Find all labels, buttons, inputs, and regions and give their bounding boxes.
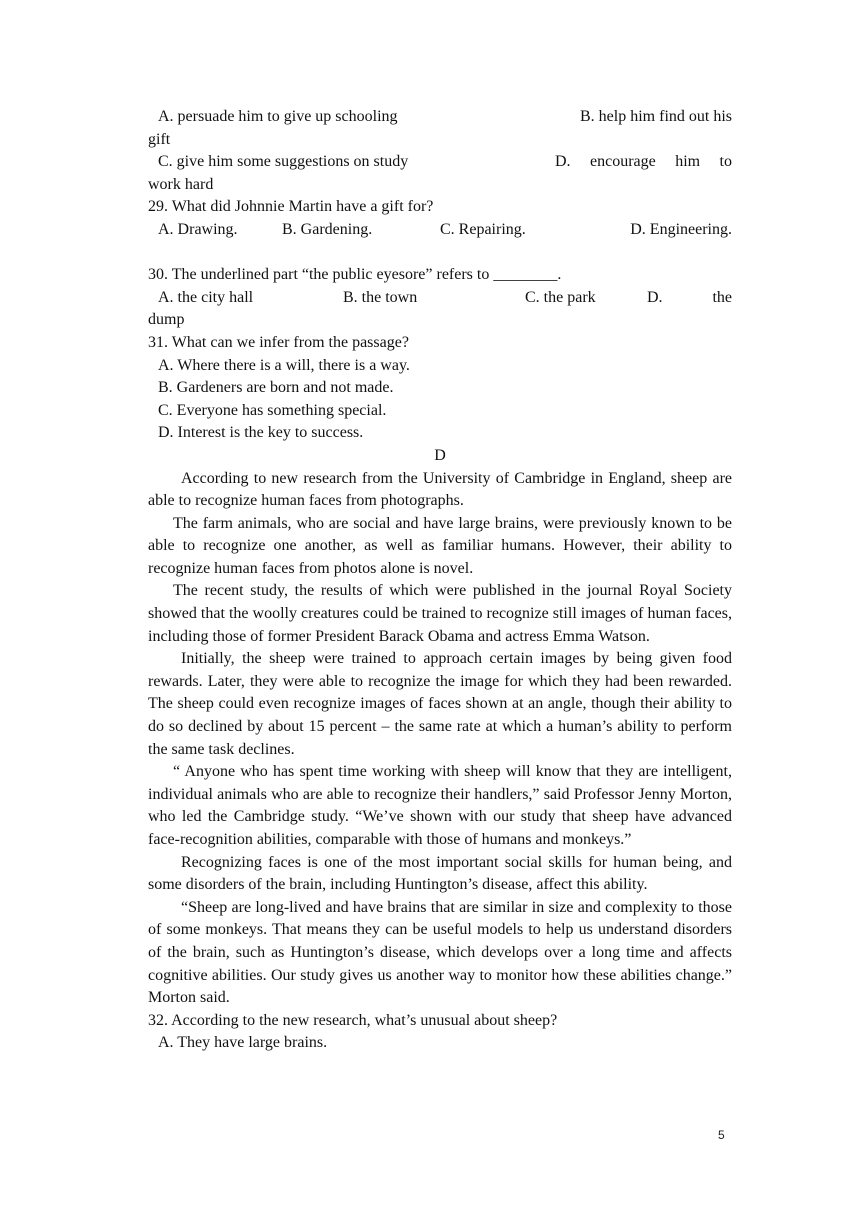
q29-option-c: C. Repairing.: [440, 220, 526, 238]
q31-option-c: C. Everyone has something special.: [158, 401, 387, 419]
q28-option-d-w1: D.: [555, 153, 571, 171]
q30-option-d-w2: the: [712, 288, 732, 306]
q30-option-c: C. the park: [525, 288, 596, 306]
page-content: [148, 106, 732, 1055]
q28-option-d-w3: him: [675, 153, 701, 171]
q31-option-d: D. Interest is the key to success.: [158, 424, 364, 442]
q30-option-d: [647, 287, 732, 310]
q29-stem: 29. What did Johnnie Martin have a gift for?: [148, 198, 434, 216]
q31-option-a: A. Where there is a will, there is a way.: [158, 356, 410, 374]
q28-option-b: B. help him find out his: [580, 108, 732, 125]
q28-options-row-2: [148, 151, 732, 174]
q31-stem: 31. What can we infer from the passage?: [148, 333, 409, 351]
q29-option-a: A. Drawing.: [158, 220, 238, 238]
q29-option-d: D. Engineering.: [630, 220, 732, 238]
q28-option-d: [555, 151, 732, 174]
q30-option-d-w1: D.: [647, 288, 663, 306]
q28-option-d-w4: to: [719, 153, 732, 171]
passage-paragraph: “ Anyone who has spent time working with sheep will know that they are intelligent, individual animals who are able to recognize their handlers,” said Professor Jenny Morton, who led the Cambridge study. “We’ve shown with our study that sheep have advanced face-recognition abilities, comparable with those of humans and monkeys.”: [148, 763, 732, 848]
q30-option-b: B. the town: [343, 288, 418, 306]
passage-paragraph: According to new research from the University of Cambridge in England, sheep are able to recognize human faces from photographs.: [148, 469, 732, 510]
q29-options-row: [148, 219, 732, 242]
q30-options-row: [148, 287, 732, 310]
q28-option-d-cont: work hard: [148, 175, 214, 193]
q28-option-b-cont: gift: [148, 130, 171, 148]
passage-paragraph: The recent study, the results of which were published in the journal Royal Society showed that the woolly creatures could be trained to recognize still images of human faces, including those of former President Barack Obama and actress Emma Watson.: [148, 582, 732, 645]
q31-option-b: B. Gardeners are born and not made.: [158, 379, 394, 397]
q30-option-d-cont: dump: [148, 311, 185, 329]
passage-paragraph: Initially, the sheep were trained to approach certain images by being given food rewards. Later, they were able to recognize the image for which they had been rewarded. The sheep could even recognize images of faces shown at an angle, though their ability to do so declined by about 15 percent – the same rate at which a human’s ability to perform the same task declines.: [148, 650, 732, 758]
passage-paragraph: Recognizing faces is one of the most important social skills for human being, and some disorders of the brain, including Huntington’s disease, affect this ability.: [148, 853, 732, 894]
q30-option-a: A. the city hall: [158, 288, 254, 306]
section-heading: D: [434, 446, 446, 464]
spacer: [148, 242, 732, 265]
q29-option-b: B. Gardening.: [282, 220, 373, 238]
passage-paragraph: The farm animals, who are social and have large brains, were previously known to be able to recognize one another, as well as familiar humans. However, their ability to recognize human faces from photos alone is novel.: [148, 514, 732, 577]
q28-option-a: A. persuade him to give up schooling: [158, 108, 398, 125]
passage-paragraph: “Sheep are long-lived and have brains that are similar in size and complexity to those of some monkeys. That means they can be useful models to help us understand disorders of the brain, such as Huntington’s disease, which develops over a long time and affects cognitive abilities. Our study gives us another way to monitor how these abilities change.” Morton said.: [148, 898, 732, 1007]
q32-option-a: A. They have large brains.: [158, 1034, 328, 1052]
q30-stem: 30. The underlined part “the public eyesore” refers to ________.: [148, 266, 562, 284]
q32-stem: 32. According to the new research, what’s unusual about sheep?: [148, 1011, 558, 1029]
q28-option-c: C. give him some suggestions on study: [158, 153, 409, 171]
q28-options-row-1: [148, 106, 732, 129]
page-number: 5: [718, 1128, 725, 1142]
q28-option-d-w2: encourage: [590, 153, 656, 171]
